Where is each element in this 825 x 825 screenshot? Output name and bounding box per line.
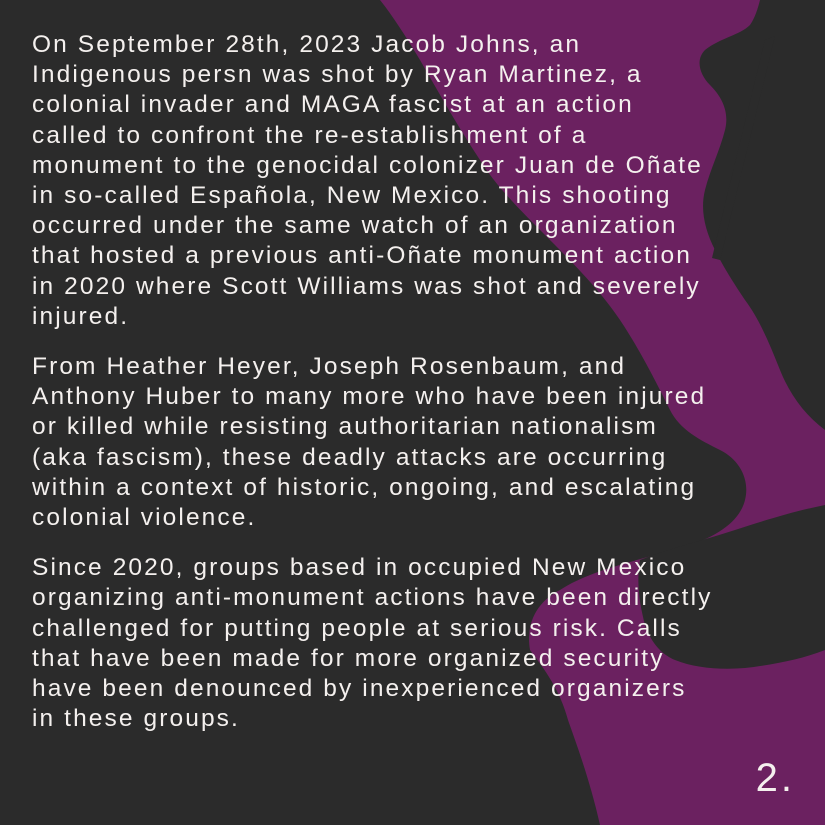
body-text	[32, 30, 822, 754]
paragraph-2: From Heather Heyer, Joseph Rosenbaum, and Anthony Huber to many more who have been injured or killed while resisting authoritarian nationalism (aka fascism), these deadly attacks are occurring within a context of historic, ongoing, and escalating colonial violence.	[32, 353, 707, 532]
page-number: 2.	[755, 756, 795, 800]
paragraph-1: On September 28th, 2023 Jacob Johns, an Indigenous persn was shot by Ryan Martinez, a colonial invader and MAGA fascist at an action called to confront the re-establishment of a monument to the genocidal colonizer Juan de Oñate in so-called Española, New Mexico. This shooting occurred under the same watch of an organization that hosted a previous anti-Oñate monument action in 2020 where Scott Williams was shot and severely injured.	[32, 31, 703, 330]
paragraph-3: Since 2020, groups based in occupied New Mexico organizing anti-monument actions have been directly challenged for putting people at serious risk. Calls that have been made for more organized security have been denounced by inexperienced organizers in these groups.	[32, 554, 713, 733]
